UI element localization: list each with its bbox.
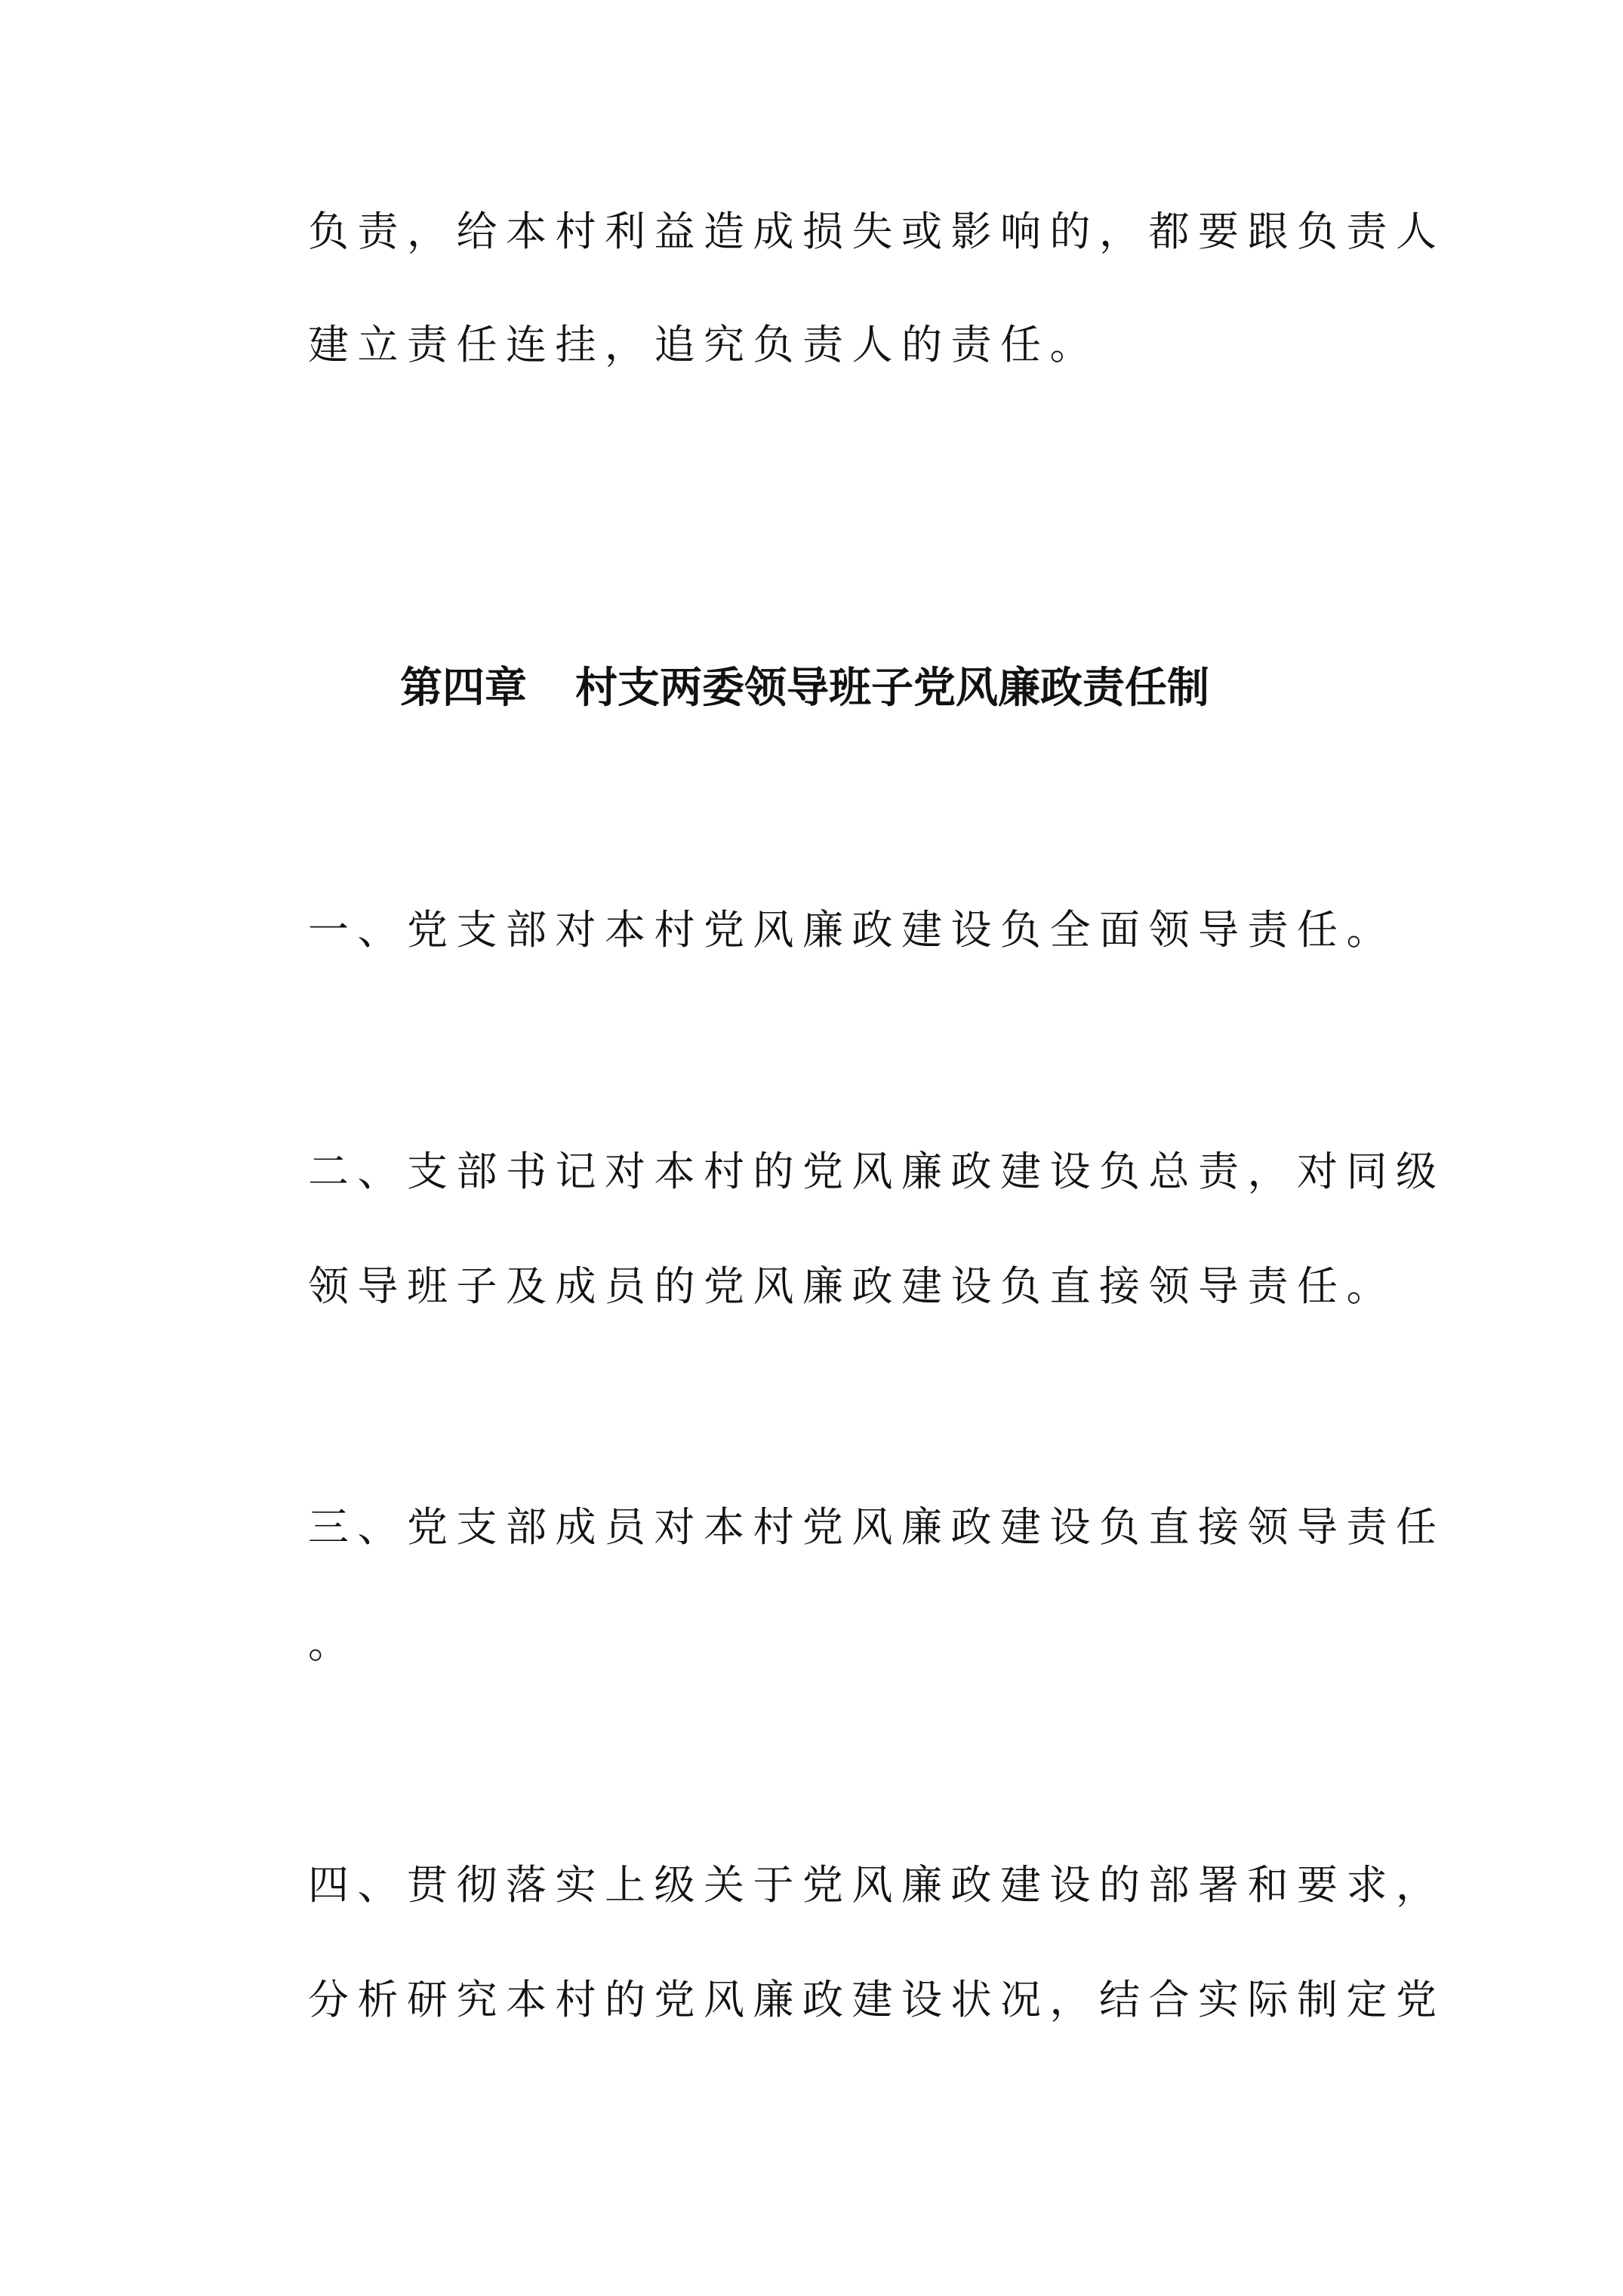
text-line: 二、支部书记对本村的党风廉政建设负总责，对同级 <box>308 1148 1446 1195</box>
text-line: 四、贯彻落实上级关于党风廉政建设的部署和要求， <box>308 1861 1446 1909</box>
text-line: 建立责任连挂，追究负责人的责任。 <box>308 321 1099 368</box>
text-line: 分析研究本村的党风廉政建设状况，结合实际制定党 <box>308 1976 1446 2023</box>
text-line: 负责，给本村利益造成损失或影响的，都要跟负责人 <box>308 208 1446 255</box>
chapter-title: 村支两委领导班子党风廉政责任制 <box>575 664 1209 713</box>
text-line: 。 <box>308 1620 358 1667</box>
text-line: 一、党支部对本村党风廉政建设负全面领导责任。 <box>308 906 1396 954</box>
text-line: 三、党支部成员对本村党风廉政建设负直接领导责任 <box>308 1503 1446 1551</box>
chapter-heading <box>400 664 1209 713</box>
chapter-number: 第四章 <box>400 664 527 713</box>
text-line: 领导班子及成员的党风廉政建设负直接领导责任。 <box>308 1262 1396 1310</box>
